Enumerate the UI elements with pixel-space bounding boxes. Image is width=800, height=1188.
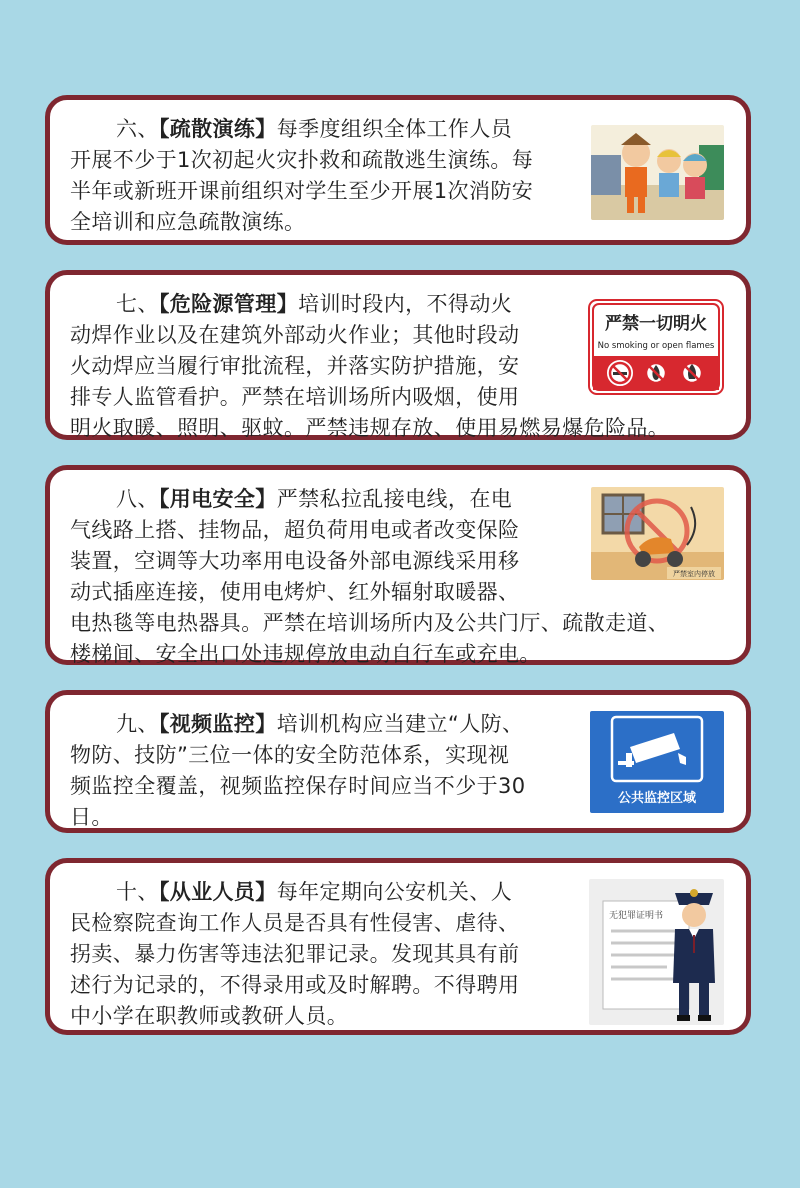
- text-line: 拐卖、暴力伤害等违法犯罪记录。发现其具有前: [70, 942, 520, 966]
- cctv-sign: [590, 711, 724, 813]
- item-keyword: 【视频监控】: [158, 712, 277, 736]
- item-number: 十、: [116, 880, 159, 904]
- text-line: 楼梯间、安全出口处违规停放电动自行车或充电。: [70, 642, 541, 666]
- text-line: 频监控全覆盖，视频监控保存时间应当不少于30: [70, 774, 526, 798]
- item-number: 六、: [116, 117, 159, 141]
- sign-title: 公共监控区域: [617, 791, 697, 806]
- text-line: 严禁私拉乱接电线，在电: [276, 487, 513, 511]
- text-line: 培训时段内，不得动火: [298, 292, 513, 316]
- card-video-monitoring: [45, 690, 751, 833]
- text-line: 动焊作业以及在建筑外部动火作业；其他时段动: [70, 323, 520, 347]
- sign-title: 严禁一切明火: [605, 314, 707, 334]
- text-line: 电热毯等电热器具。严禁在培训场所内及公共门厅、疏散走道、: [70, 611, 670, 635]
- item-keyword: 【疏散演练】: [158, 117, 277, 141]
- text-line: 每年定期向公安机关、人: [276, 880, 513, 904]
- evacuation-illustration: [591, 125, 724, 220]
- no-ebike-indoor-illustration: [591, 487, 724, 580]
- text-line: 装置，空调等大功率用电设备外部电源线采用移: [70, 549, 520, 573]
- sign-subtitle: No smoking or open flames: [597, 341, 715, 351]
- card-text: [70, 289, 669, 444]
- text-line: 火动焊应当履行审批流程，并落实防护措施，安: [70, 354, 520, 378]
- text-line: 物防、技防”三位一体的安全防范体系，实现视: [70, 743, 510, 767]
- item-number: 七、: [116, 292, 159, 316]
- text-line: 培训机构应当建立“人防、: [276, 712, 524, 736]
- text-line: 中小学在职教师或教研人员。: [70, 1004, 349, 1028]
- item-number: 九、: [116, 712, 159, 736]
- police-officer-illustration: [589, 879, 724, 1025]
- text-line: 气线路上搭、挂物品，超负荷用电或者改变保险: [70, 518, 520, 542]
- text-line: 每季度组织全体工作人员: [276, 117, 513, 141]
- item-keyword: 【危险源管理】: [158, 292, 299, 316]
- text-line: 日。: [70, 805, 113, 829]
- card-electrical-safety: [45, 465, 751, 665]
- text-line: 全培训和应急疏散演练。: [70, 210, 306, 234]
- card-text: [70, 709, 526, 833]
- text-line: 排专人监管看护。严禁在培训场所内吸烟，使用: [70, 385, 520, 409]
- text-line: 明火取暖、照明、驱蚊。严禁违规存放、使用易燃易爆危险品。: [70, 416, 670, 440]
- card-text: [70, 484, 669, 670]
- item-number: 八、: [116, 487, 159, 511]
- certificate-title: 无犯罪证明书: [609, 911, 664, 921]
- item-keyword: 【用电安全】: [158, 487, 277, 511]
- card-evacuation-drill: [45, 95, 751, 245]
- card-hazard-management: [45, 270, 751, 440]
- card-text: [70, 114, 533, 238]
- text-line: 民检察院查询工作人员是否具有性侵害、虐待、: [70, 911, 520, 935]
- no-fire-icon: [646, 363, 666, 383]
- text-line: 述行为记录的，不得录用或及时解聘。不得聘用: [70, 973, 520, 997]
- illustration-caption: 严禁室内停放: [673, 570, 715, 578]
- no-fire-sign: [588, 299, 724, 395]
- item-keyword: 【从业人员】: [158, 880, 277, 904]
- no-smoking-icon: [608, 361, 632, 385]
- text-line: 动式插座连接，使用电烤炉、红外辐射取暖器、: [70, 580, 520, 604]
- text-line: 半年或新班开课前组织对学生至少开展1次消防安: [70, 179, 534, 203]
- card-staff-screening: [45, 858, 751, 1035]
- card-text: [70, 877, 519, 1032]
- text-line: 开展不少于1次初起火灾扑救和疏散逃生演练。每: [70, 148, 534, 172]
- no-flame-icon: [682, 363, 702, 383]
